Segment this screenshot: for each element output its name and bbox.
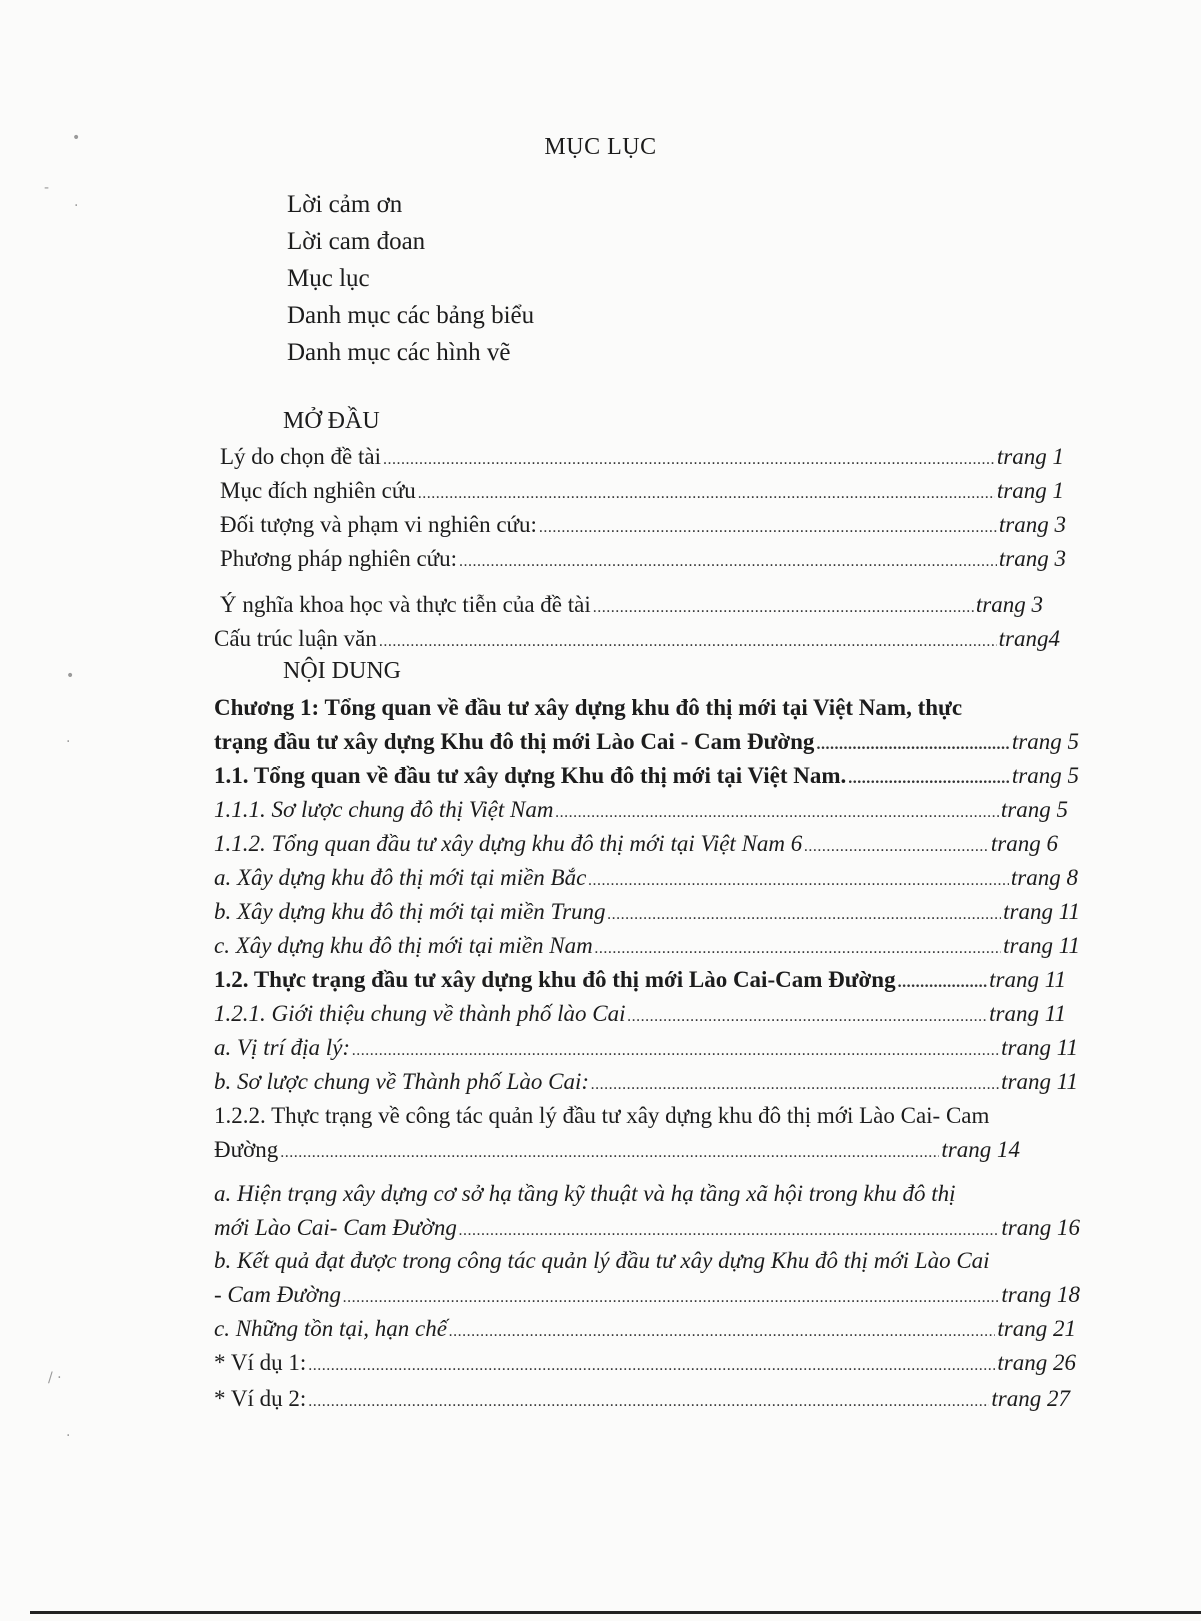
toc-entry-item <box>214 1033 1078 1063</box>
toc-entry-item <box>214 1213 1080 1243</box>
scan-speck: · <box>66 1428 71 1444</box>
toc-entry-page: trang 11 <box>1003 933 1080 958</box>
toc-entry <box>220 510 1066 540</box>
toc-entry-chapter <box>214 727 1079 757</box>
scan-speck: • <box>66 668 75 684</box>
toc-leader <box>383 445 995 475</box>
toc-entry <box>220 590 1043 620</box>
toc-entry-page: trang 6 <box>990 831 1058 856</box>
toc-leader <box>459 1216 1000 1246</box>
toc-entry-page: trang 18 <box>1001 1282 1080 1307</box>
toc-entry-text: 1.2.1. Giới thiệu chung về thành phố lào Cai <box>214 1001 626 1026</box>
toc-entry-text: mới Lào Cai- Cam Đường <box>214 1215 457 1240</box>
section-heading-content: NỘI DUNG <box>283 658 401 684</box>
toc-leader <box>848 764 1010 794</box>
scan-speck: · <box>74 198 79 214</box>
toc-entry-page: trang 11 <box>989 1001 1066 1026</box>
toc-entry-page: trang 21 <box>997 1316 1076 1341</box>
toc-entry-subsection <box>214 829 1058 859</box>
toc-entry-text: c. Xây dựng khu đô thị mới tại miền Nam <box>214 933 593 958</box>
toc-entry-page: trang 3 <box>998 546 1066 571</box>
toc-entry <box>220 544 1066 574</box>
toc-leader <box>459 547 997 577</box>
toc-entry-item <box>214 897 1080 927</box>
front-item-contents: Mục lục <box>287 265 370 292</box>
toc-leader <box>816 730 1009 760</box>
toc-entry-example <box>214 1348 1076 1378</box>
toc-entry-line1: b. Kết quả đạt được trong công tác quản lý đầu tư xây dựng Khu đô thị mới Lào Cai <box>214 1248 990 1273</box>
toc-entry <box>214 624 1060 654</box>
toc-entry <box>220 442 1064 472</box>
toc-entry-text: 1.1.1. Sơ lược chung đô thị Việt Nam <box>214 797 554 822</box>
toc-entry-page: trang 1 <box>996 478 1064 503</box>
toc-leader <box>628 1002 988 1032</box>
toc-entry-item <box>214 931 1080 961</box>
toc-entry-page: trang 26 <box>997 1350 1076 1375</box>
toc-entry-page: trang 3 <box>998 512 1066 537</box>
toc-entry-subsection <box>214 1135 1020 1165</box>
toc-entry-page: trang 14 <box>941 1137 1020 1162</box>
chapter-title-line1: Chương 1: Tổng quan về đầu tư xây dựng khu đô thị mới tại Việt Nam, thực <box>214 695 963 720</box>
scan-speck: • <box>72 130 81 146</box>
toc-entry-page: trang 3 <box>975 592 1043 617</box>
toc-leader <box>280 1138 939 1168</box>
toc-entry-text: a. Vị trí địa lý: <box>214 1035 351 1060</box>
toc-entry-line1: a. Hiện trạng xây dựng cơ sở hạ tầng kỹ thuật và hạ tầng xã hội trong khu đô thị <box>214 1181 956 1206</box>
toc-entry-page: trang 5 <box>1011 729 1079 754</box>
front-item-declaration: Lời cam đoan <box>287 228 426 255</box>
toc-entry-page: trang 1 <box>996 444 1064 469</box>
toc-entry-text: Lý do chọn đề tài <box>220 444 381 469</box>
scan-speck: - <box>44 180 50 196</box>
toc-leader <box>593 593 974 623</box>
toc-entry-page: trang 8 <box>1010 865 1078 890</box>
toc-entry-section <box>214 965 1066 995</box>
toc-entry-text: 1.1.2. Tổng quan đầu tư xây dựng khu đô thị mới tại Việt Nam 6 <box>214 831 803 856</box>
toc-leader <box>608 900 1002 930</box>
toc-entry-text: Đường <box>214 1137 279 1162</box>
toc-leader <box>308 1351 995 1381</box>
toc-leader <box>539 513 997 543</box>
toc-entry-text: * Ví dụ 1: <box>214 1350 307 1375</box>
toc-leader <box>804 832 989 862</box>
toc-entry-text: c. Những tồn tại, hạn chế <box>214 1316 447 1341</box>
section-heading-intro: MỞ ĐẦU <box>283 408 380 434</box>
front-item-tables-list: Danh mục các bảng biểu <box>287 302 535 329</box>
front-item-acknowledgement: Lời cảm ơn <box>287 191 403 218</box>
toc-leader <box>898 968 988 998</box>
toc-entry-text: - Cam Đường <box>214 1282 342 1307</box>
toc-entry-text: Phương pháp nghiên cứu: <box>220 546 458 571</box>
page-bottom-rule <box>30 1611 1201 1614</box>
toc-entry-text: 1.1. Tổng quan về đầu tư xây dựng Khu đô thị mới tại Việt Nam. <box>214 763 847 788</box>
toc-leader <box>343 1283 999 1313</box>
front-item-figures-list: Danh mục các hình vẽ <box>287 339 511 366</box>
toc-entry-section <box>214 761 1079 791</box>
toc-leader <box>418 479 995 509</box>
toc-leader <box>595 934 1001 964</box>
toc-entry-text: b. Xây dựng khu đô thị mới tại miền Trung <box>214 899 606 924</box>
toc-leader <box>379 627 997 657</box>
toc-leader <box>591 1070 999 1100</box>
page-title: MỤC LỤC <box>544 134 657 160</box>
toc-entry-page: trang 11 <box>1001 1035 1078 1060</box>
toc-entry-page: trang 11 <box>1001 1069 1078 1094</box>
toc-entry-page: trang 5 <box>1011 763 1079 788</box>
toc-entry-page: trang 27 <box>991 1386 1070 1411</box>
toc-leader <box>449 1317 995 1347</box>
toc-entry-page: trang 11 <box>989 967 1066 992</box>
toc-entry <box>220 476 1064 506</box>
toc-entry-page: trang 11 <box>1003 899 1080 924</box>
toc-entry-text: a. Xây dựng khu đô thị mới tại miền Bắc <box>214 865 587 890</box>
toc-leader <box>352 1036 999 1066</box>
toc-entry-item <box>214 1314 1076 1344</box>
toc-entry-text: b. Sơ lược chung về Thành phố Lào Cai: <box>214 1069 590 1094</box>
toc-entry-item <box>214 1067 1078 1097</box>
toc-entry-text: Cấu trúc luận văn <box>214 626 377 651</box>
toc-entry-text: Mục đích nghiên cứu <box>220 478 416 503</box>
toc-entry-subsection <box>214 795 1068 825</box>
scan-speck: / · <box>48 1370 62 1386</box>
toc-leader <box>555 798 998 828</box>
toc-leader <box>588 866 1009 896</box>
toc-leader <box>308 1387 989 1417</box>
toc-entry-page: trang 5 <box>1000 797 1068 822</box>
toc-entry-item <box>214 863 1078 893</box>
toc-entry-text: * Ví dụ 2: <box>214 1386 307 1411</box>
scan-speck: · <box>66 734 71 750</box>
toc-entry-line1: 1.2.2. Thực trạng về công tác quản lý đầu tư xây dựng khu đô thị mới Lào Cai- Cam <box>214 1103 990 1128</box>
toc-entry-text: Ý nghĩa khoa học và thực tiễn của đề tài <box>220 592 591 617</box>
toc-entry-example <box>214 1384 1070 1414</box>
toc-entry-text: 1.2. Thực trạng đầu tư xây dựng khu đô thị mới Lào Cai-Cam Đường <box>214 967 896 992</box>
toc-entry-item <box>214 1280 1080 1310</box>
toc-entry-subsection <box>214 999 1066 1029</box>
toc-entry-page: trang4 <box>998 626 1060 651</box>
toc-entry-text: trạng đầu tư xây dựng Khu đô thị mới Lào Cai - Cam Đường <box>214 729 815 754</box>
toc-entry-text: Đối tượng và phạm vi nghiên cứu: <box>220 512 537 537</box>
toc-entry-page: trang 16 <box>1001 1215 1080 1240</box>
